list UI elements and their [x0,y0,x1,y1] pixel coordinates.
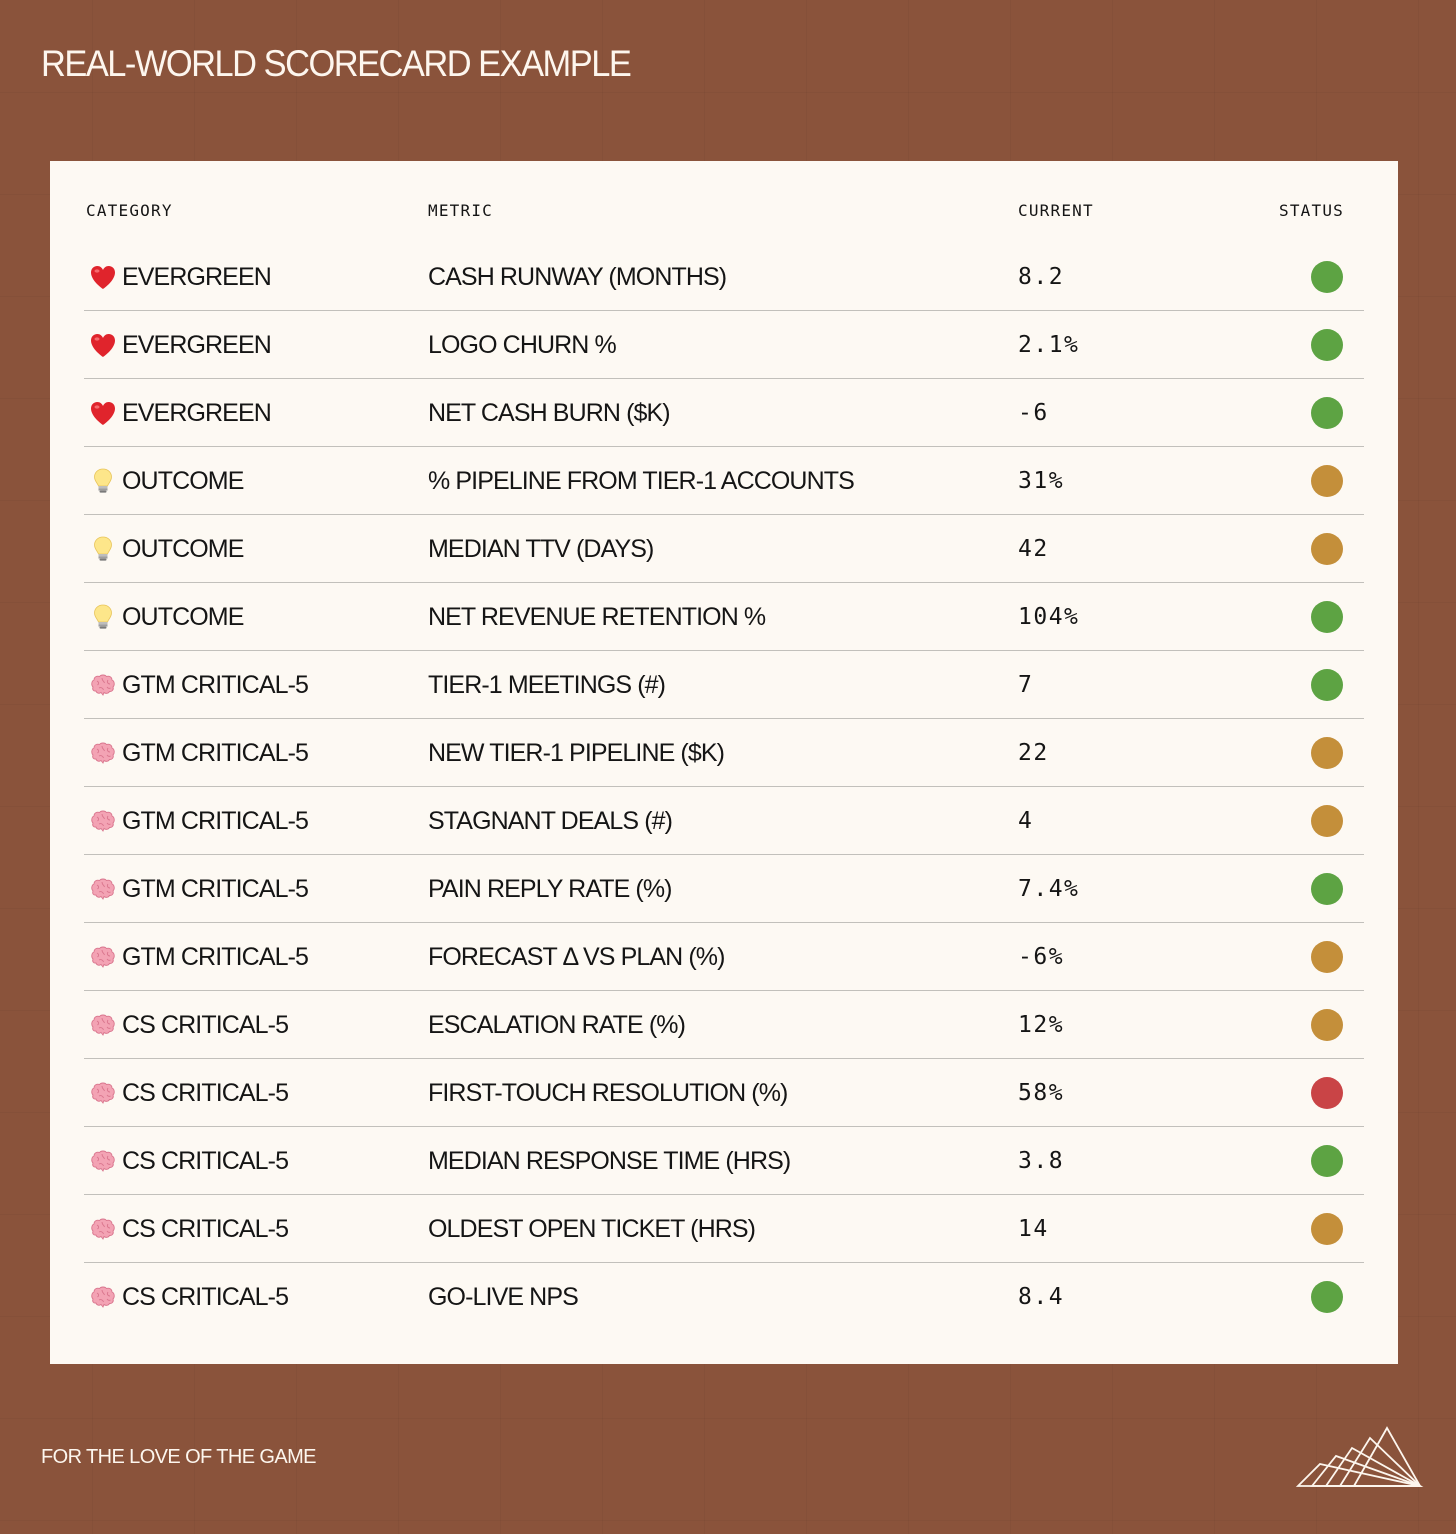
header-current: CURRENT [1018,201,1094,220]
lightbulb-icon [88,466,118,496]
status-dot [1311,1213,1343,1245]
metric-cell: MEDIAN TTV (DAYS) [428,534,654,563]
scorecard-card [50,161,1398,1364]
current-value: 31% [1018,468,1065,494]
table-row [84,719,1364,787]
category-label: CS CRITICAL-5 [122,1214,289,1243]
category-label: OUTCOME [122,534,244,563]
brain-icon [88,942,118,972]
category-cell [88,923,308,991]
category-label: CS CRITICAL-5 [122,1010,289,1039]
status-dot [1311,805,1343,837]
table-row [84,311,1364,379]
category-label: CS CRITICAL-5 [122,1146,289,1175]
status-dot [1311,1009,1343,1041]
category-label: OUTCOME [122,602,244,631]
category-label: GTM CRITICAL-5 [122,942,309,971]
metric-cell: PAIN REPLY RATE (%) [428,874,672,903]
category-label: OUTCOME [122,466,244,495]
metric-cell: NET REVENUE RETENTION % [428,602,766,631]
table-row [84,447,1364,515]
table-row [84,1263,1364,1331]
status-dot [1311,261,1343,293]
brain-icon [88,1010,118,1040]
category-label: GTM CRITICAL-5 [122,874,309,903]
metric-cell: LOGO CHURN % [428,330,616,359]
current-value: 14 [1018,1216,1049,1242]
status-dot [1311,941,1343,973]
current-value: 42 [1018,536,1049,562]
table-row [84,515,1364,583]
current-value: -6 [1018,400,1049,426]
status-dot [1311,465,1343,497]
current-value: 2.1% [1018,332,1080,358]
category-cell [88,1127,288,1195]
footer-tagline: FOR THE LOVE OF THE GAME [41,1446,316,1468]
brain-icon [88,874,118,904]
current-value: 8.4 [1018,1284,1065,1310]
category-label: EVERGREEN [122,262,271,291]
status-dot [1311,533,1343,565]
category-cell [88,651,308,719]
category-cell [88,787,308,855]
metric-cell: TIER-1 MEETINGS (#) [428,670,666,699]
brain-icon [88,806,118,836]
header-category: CATEGORY [86,201,173,220]
category-cell [88,515,243,583]
heart-icon [88,330,118,360]
current-value: 7.4% [1018,876,1080,902]
table-row [84,583,1364,651]
table-body [84,243,1364,1331]
current-value: 104% [1018,604,1080,630]
category-label: EVERGREEN [122,398,271,427]
brain-icon [88,1146,118,1176]
table-row [84,787,1364,855]
category-cell [88,379,271,447]
category-cell [88,583,243,651]
brain-icon [88,738,118,768]
category-cell [88,719,308,787]
current-value: 4 [1018,808,1034,834]
table-row [84,1127,1364,1195]
metric-cell: ESCALATION RATE (%) [428,1010,686,1039]
lightbulb-icon [88,534,118,564]
current-value: 22 [1018,740,1049,766]
metric-cell: OLDEST OPEN TICKET (HRS) [428,1214,756,1243]
header-status: STATUS [1279,201,1344,220]
current-value: 12% [1018,1012,1065,1038]
status-dot [1311,329,1343,361]
metric-cell: NET CASH BURN ($K) [428,398,670,427]
metric-cell: STAGNANT DEALS (#) [428,806,673,835]
brain-icon [88,670,118,700]
status-dot [1311,669,1343,701]
current-value: 3.8 [1018,1148,1065,1174]
metric-cell: FORECAST Δ VS PLAN (%) [428,942,725,971]
category-cell [88,1195,288,1263]
table-header [84,197,1364,243]
table-row [84,991,1364,1059]
status-dot [1311,601,1343,633]
metric-cell: MEDIAN RESPONSE TIME (HRS) [428,1146,791,1175]
mountain-triangles-logo-icon [1294,1424,1424,1492]
category-label: GTM CRITICAL-5 [122,806,309,835]
category-cell [88,1059,288,1127]
brain-icon [88,1282,118,1312]
category-cell [88,855,308,923]
category-label: EVERGREEN [122,330,271,359]
current-value: 7 [1018,672,1034,698]
status-dot [1311,1077,1343,1109]
scorecard-table [84,197,1364,1331]
category-label: CS CRITICAL-5 [122,1078,289,1107]
metric-cell: NEW TIER-1 PIPELINE ($K) [428,738,725,767]
table-row [84,651,1364,719]
category-cell [88,243,271,311]
heart-icon [88,262,118,292]
status-dot [1311,397,1343,429]
status-dot [1311,873,1343,905]
category-label: CS CRITICAL-5 [122,1282,289,1311]
status-dot [1311,1145,1343,1177]
brain-icon [88,1214,118,1244]
status-dot [1311,737,1343,769]
page-title: REAL-WORLD SCORECARD EXAMPLE [41,43,631,84]
header-metric: METRIC [428,201,493,220]
table-row [84,855,1364,923]
category-cell [88,1263,288,1331]
metric-cell: FIRST-TOUCH RESOLUTION (%) [428,1078,788,1107]
table-row [84,1059,1364,1127]
table-row [84,1195,1364,1263]
metric-cell: % PIPELINE FROM TIER-1 ACCOUNTS [428,466,854,495]
brain-icon [88,1078,118,1108]
current-value: -6% [1018,944,1065,970]
category-cell [88,447,243,515]
table-row [84,379,1364,447]
metric-cell: GO-LIVE NPS [428,1282,578,1311]
metric-cell: CASH RUNWAY (MONTHS) [428,262,727,291]
current-value: 58% [1018,1080,1065,1106]
category-cell [88,991,288,1059]
table-row [84,243,1364,311]
category-label: GTM CRITICAL-5 [122,738,309,767]
heart-icon [88,398,118,428]
category-cell [88,311,271,379]
table-row [84,923,1364,991]
current-value: 8.2 [1018,264,1065,290]
category-label: GTM CRITICAL-5 [122,670,309,699]
status-dot [1311,1281,1343,1313]
lightbulb-icon [88,602,118,632]
